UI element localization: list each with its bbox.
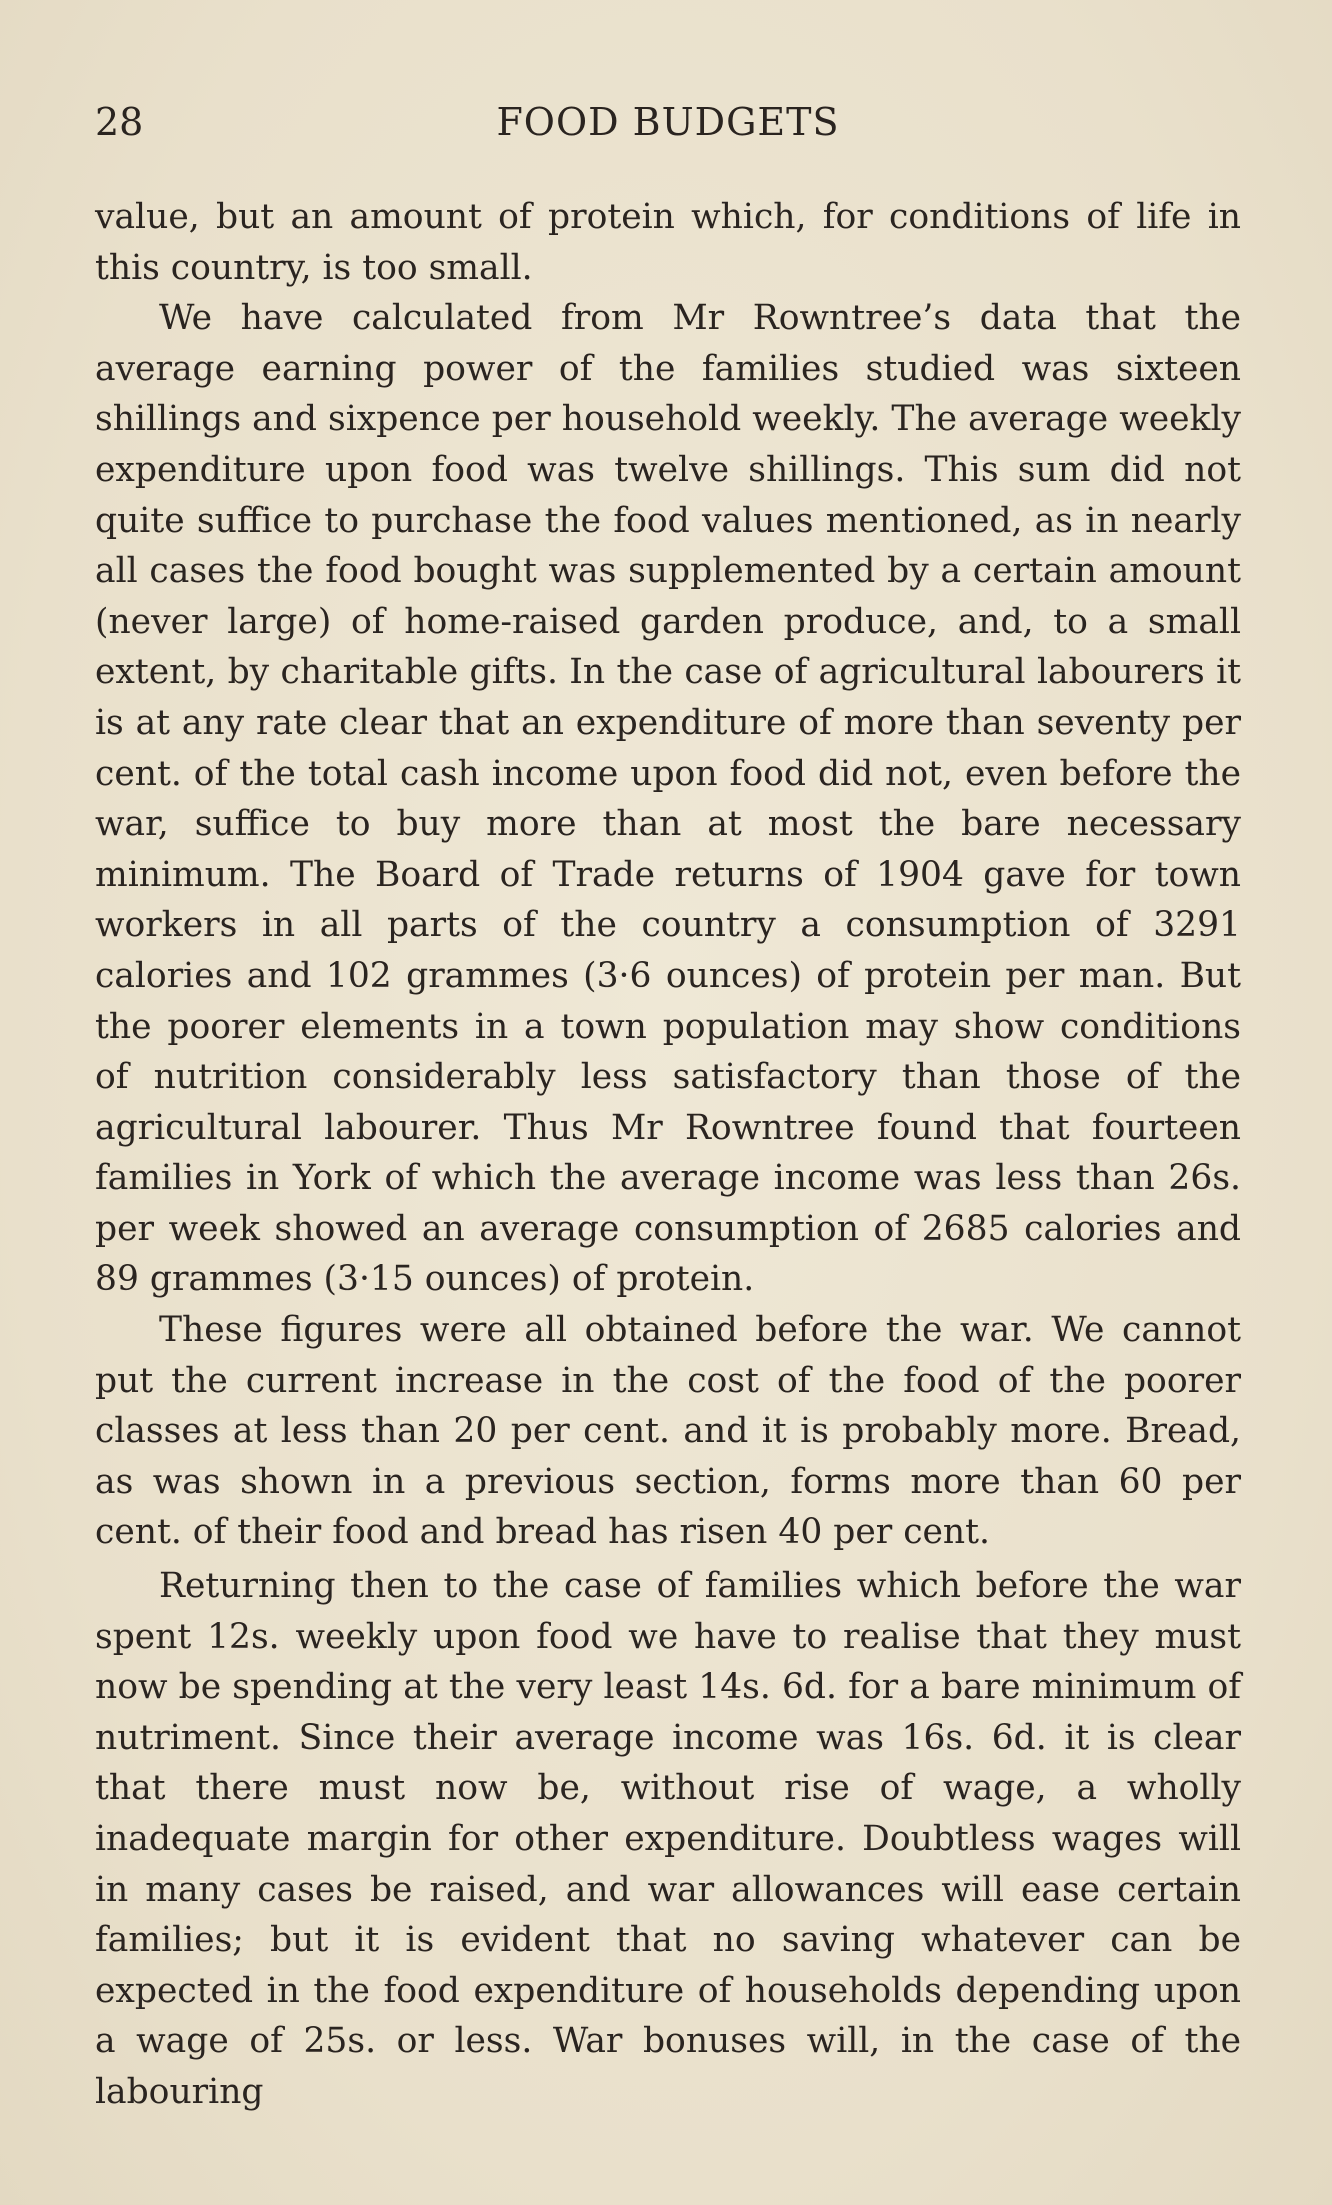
page-number: 28: [95, 100, 144, 144]
paragraph-rowntree-data: We have calculated from Mr Rowntree’s data that the average earning power of the families studied was sixteen shillings and sixpence per household weekly. The average weekly expenditure upon food was twelve shillings. This sum did not quite suffice to purchase the food values mentioned, as in nearly all cases the food bought was supplemented by a certain amount (never large) of home-raised garden produce, and, to a small extent, by charitable gifts. In the case of agricultural labourers it is at any rate clear that an expenditure of more than seventy per cent. of the total cash income upon food did not, even before the war, suffice to buy more than at most the bare necessary minimum. The Board of Trade returns of 1904 gave for town workers in all parts of the country a consumption of 3291 calories and 102 grammes (3·6 ounces) of protein per man. But the poorer elements in a town population may show conditions of nutrition considerably less satisfactory than those of the agricultural labourer. Thus Mr Rowntree found that fourteen families in York of which the average income was less than 26s. per week showed an average consumption of 2685 calories and 89 grammes (3·15 ounces) of protein.: [95, 298, 1241, 1300]
paragraph-continuation: value, but an amount of protein which, for conditions of life in this country, is too small.: [95, 197, 1241, 288]
paragraph-returning-families: Returning then to the case of families which before the war spent 12s. weekly upon food we have to realise that they must now be spending at the very least 14s. 6d. for a bare minimum of nutriment. Since their average income was 16s. 6d. it is clear that there must now be, without rise of wage, a wholly inadequate margin for other expenditure. Doubtless wages will in many cases be raised, and war allowances will ease certain families; but it is evident that no saving whatever can be expected in the food expenditure of households depending upon a wage of 25s. or less. War bonuses will, in the case of the labouring: [95, 1566, 1241, 2112]
paragraph-pre-war-figures: These figures were all obtained before the war. We cannot put the current increase in the cost of the food of the poorer classes at less than 20 per cent. and it is probably more. Bread, as was shown in a previous section, forms more than 60 per cent. of their food and bread has risen 40 per cent.: [95, 1310, 1241, 1553]
running-title: FOOD BUDGETS: [496, 100, 840, 144]
body-text: [95, 192, 1241, 2118]
page-header: [95, 100, 1241, 160]
